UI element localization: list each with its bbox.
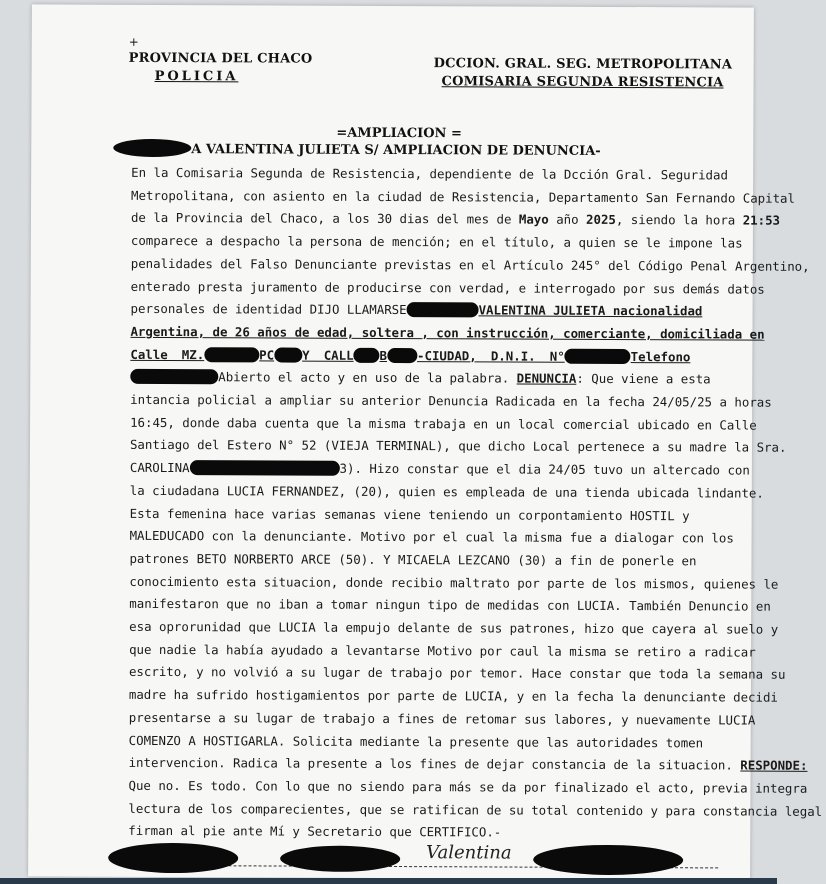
body-text: VALENTINA JULIETA nacionalidad (478, 302, 703, 319)
body-line: presentarse a su lugar de trabajo a fines de retomar sus labores, y nuevamente LUCIA (128, 709, 756, 728)
document-subject (191, 142, 600, 159)
body-line: patrones BETO NORBERTO ARCE (50). Y MICAELA LEZCANO (30) a fin de ponerle en (129, 550, 697, 569)
signature-script: Valentina (426, 842, 512, 864)
body-line: lectura de los comparecientes, que se ratifican de su total contenido y para constancia legal (128, 800, 823, 819)
document-body (128, 162, 823, 846)
body-text: Telefono (630, 348, 691, 364)
subject-text: A VALENTINA JULIETA S/ AMPLIACION DE DENUNCIA- (191, 142, 601, 159)
signature-redaction-right (533, 845, 683, 876)
body-text: Y CALL (302, 347, 354, 363)
body-line: madre ha sufrido hostigamientos por parte de LUCIA, y en la fecha la denunciante decidi (128, 687, 778, 705)
body-line: Santiago del Estero N° 52 (VIEJA TERMINAL), que dicho Local pertenece a su madre la Sra. (129, 437, 787, 456)
body-text: personales de identidad DIJO LLAMARSE (130, 301, 407, 318)
body-line: penalidades del Falso Denunciante previstas en el Artículo 245° del Código Penal Argentino, (130, 255, 810, 274)
header-province: PROVINCIA DEL CHACO (128, 50, 313, 67)
redaction-mark (565, 348, 631, 363)
body-line: 16:45, donde daba cuenta que la misma trabaja en un local comercial ubicado en Calle (130, 414, 757, 433)
signature-redaction-center (280, 846, 400, 873)
denuncia-label: DENUNCIA (516, 370, 577, 387)
year: 2025 (586, 212, 616, 228)
body-text: Abierto el acto y en uso de la palabra. (218, 369, 510, 386)
body-text: año (556, 212, 579, 228)
redaction-mark (130, 369, 218, 384)
body-line: escrito, y no volvió a su lugar de trabajo por temor. Hace constar que toda la semana su (128, 664, 786, 683)
document-page (28, 4, 823, 879)
body-line (130, 207, 781, 232)
body-text: : Que viene a esta (576, 371, 711, 387)
body-line: esa oprorunidad que LUCIA la empujo delante de sus patrones, hizo que cayera al suelo y (129, 618, 779, 637)
body-line (130, 343, 690, 368)
body-line: firman al pie ante Mí y Secretario que CERTIFICO.- (128, 823, 502, 840)
body-text: -CIUDAD, D.N.I. N° (417, 347, 565, 364)
body-line: Metropolitana, con asiento en la ciudad de Resistencia, Departamento San Fernando Capital (131, 187, 796, 206)
signature-redaction-left (108, 843, 238, 874)
body-line: Que no. Es todo. Con lo que no siendo para más se da por finalizado el acto, previa integra (128, 777, 808, 796)
month: Mayo (518, 211, 549, 228)
redaction-mark (387, 348, 417, 363)
body-line: manifestaron que no iban a tomar ningun tipo de medidas con LUCIA. También Denuncio en (129, 596, 771, 615)
document-title: =AMPLIACION = (336, 125, 462, 142)
redaction-mark (113, 139, 191, 157)
body-line: comparece a despacho la persona de mención; en el título, a quien se le impone las (130, 232, 743, 251)
responde-label: RESPONDE: (740, 757, 808, 774)
header-direction: DCCION. GRAL. SEG. METROPOLITANA (433, 56, 733, 73)
body-text: de la Provincia del Chaco, a los 30 dias del mes de (130, 210, 512, 227)
body-text: Calle MZ. (130, 346, 205, 362)
body-text: , siendo la hora (615, 212, 736, 228)
body-line: que nadie la había ayudado a levantarse Motivo por caul la misma se retiro a radicar (129, 641, 756, 660)
header-station: COMISARIA SEGUNDA RESISTENCIA (441, 74, 724, 91)
hour: 21:53 (742, 212, 781, 229)
plus-mark: + (128, 34, 139, 49)
body-line: intancia policial a ampliar su anterior Denuncia Radicada en la fecha 24/05/25 a horas (130, 391, 772, 410)
header-police: POLICIA (154, 68, 239, 85)
body-line: Argentina, de 26 años de edad, soltera , con instrucción, comerciante, domiciliada en (130, 323, 765, 342)
body-line (129, 457, 750, 482)
body-line: la ciudadana LUCIA FERNANDEZ, (20), quien es empleada de una tienda ubicada lindante. (129, 482, 764, 501)
body-text: PC (259, 347, 275, 363)
body-line (128, 752, 808, 777)
redaction-mark (190, 460, 340, 476)
screen-edge-bar (0, 878, 777, 884)
body-line: Esta femenina hace varias semanas viene teniendo un corpontamiento HOSTIL y (129, 505, 690, 523)
body-line: enterado presta juramento de producirse con verdad, e interrogado por sus demás datos (130, 278, 765, 297)
body-text: CAROLINA (129, 460, 190, 476)
body-text: B (379, 347, 388, 363)
redaction-mark (204, 347, 259, 362)
body-line: MALEDUCADO con la denunciante. Motivo por el cual la misma fue a dialogar con los (129, 528, 734, 546)
body-line: conocimiento esta situacion, donde recibio maltrato por parte de los mismos, quienes le (129, 573, 779, 592)
body-line: En la Comisaria Segunda de Resistencia, dependiente de la Dcción Gral. Seguridad (131, 164, 728, 183)
body-line (130, 366, 711, 391)
body-line (130, 298, 703, 323)
redaction-mark (354, 347, 380, 362)
redaction-mark (274, 347, 302, 362)
body-text: intervencion. Radica la presente a los fines de dejar constancia de la situacion. (128, 755, 733, 773)
body-text: 3). Hizo constar que el dia 24/05 tuvo un altercado con (339, 460, 750, 478)
redaction-mark (407, 302, 479, 317)
body-line: COMENZO A HOSTIGARLA. Solicita mediante la presente que las autoridades tomen (128, 732, 704, 750)
